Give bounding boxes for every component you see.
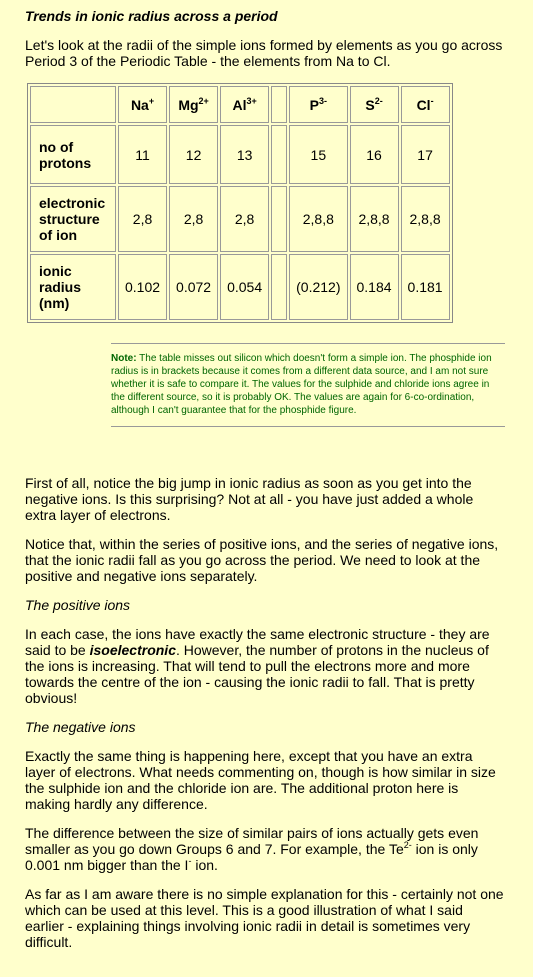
table-cell: 13: [220, 125, 269, 184]
paragraph: First of all, notice the big jump in ionic radius as soon as you get into the negative ions. Is this surprising? Not at all - you have just added a whole extra layer of electrons.: [25, 475, 474, 523]
note-label: Note:: [111, 353, 137, 364]
table-cell: 0.054: [220, 254, 269, 320]
ion-header: Na+: [118, 86, 167, 123]
paragraph: In each case, the ions have exactly the same electronic structure - they are said to be isoelectronic. However, the number of protons in the nucleus of the ions is increasing. That will tend to pull the electrons more and more towards the centre of the ion - causing the ionic radii to fall. That is pretty obvious!: [25, 626, 490, 706]
table-cell: 0.102: [118, 254, 167, 320]
note-box: [111, 343, 505, 427]
table-cell: 2,8,8: [289, 186, 347, 252]
table-cell: 2,8: [118, 186, 167, 252]
page-title: Trends in ionic radius across a period: [25, 8, 278, 24]
gap-cell: [271, 186, 287, 252]
paragraph: Exactly the same thing is happening here, except that you have an extra layer of electrons. What needs commenting on, though is how similar in size the sulphide ion and the chloride ion are. The additional proton here is making hardly any difference.: [25, 748, 496, 812]
gap-cell: [271, 254, 287, 320]
term-isoelectronic: isoelectronic: [89, 642, 176, 658]
table-cell: 2,8,8: [350, 186, 399, 252]
gap-cell: [271, 125, 287, 184]
gap-cell: [271, 86, 287, 123]
paragraph: As far as I am aware there is no simple explanation for this - certainly not one which can be used at this level. This is a good illustration of what I said earlier - explaining things involving ionic radii in detail is sometimes very difficult.: [25, 886, 504, 950]
body-text: [25, 475, 505, 950]
table-cell: 12: [169, 125, 218, 184]
ion-header: $Al^{3+}$: [220, 86, 269, 123]
ionic-radius-table: [27, 83, 453, 323]
table-cell: 17: [401, 125, 450, 184]
subheading-negative: The negative ions: [25, 719, 136, 735]
table-row: [30, 125, 450, 184]
table-header-row: [30, 86, 450, 123]
table-cell: 15: [289, 125, 347, 184]
row-label: no of protons: [30, 125, 116, 184]
table-cell: 0.184: [350, 254, 399, 320]
table-row: [30, 186, 450, 252]
table-row: [30, 254, 450, 320]
ion-header: $P^{3-}$: [289, 86, 347, 123]
row-label: electronic structure of ion: [30, 186, 116, 252]
row-label: ionic radius (nm): [30, 254, 116, 320]
table-cell: 16: [350, 125, 399, 184]
table-cell: (0.212): [289, 254, 347, 320]
ion-header: Cl-: [401, 86, 450, 123]
note-text: Note: The table misses out silicon which doesn't form a simple ion. The phosphide ion radius is in brackets because it comes from a different data source, and I am not sure whether it is safe to compare it. The values for the sulphide and chloride ions agree in the different source, so it is probably OK. The values are again for 6-co-ordination, although I can't guarantee that for the phosphide figure.: [111, 353, 492, 416]
table-cell: 2,8: [220, 186, 269, 252]
ion-header: $S^{2-}$: [350, 86, 399, 123]
table-cell: 0.181: [401, 254, 450, 320]
paragraph: The difference between the size of similar pairs of ions actually gets even smaller as you go down Groups 6 and 7. For example, the $Te^{2-}$ ion is only 0.001 nm bigger than the I- ion.: [25, 825, 479, 873]
table-cell: 11: [118, 125, 167, 184]
ion-header: $Mg^{2+}$: [169, 86, 218, 123]
table-cell: 0.072: [169, 254, 218, 320]
table-cell: 2,8,8: [401, 186, 450, 252]
subheading-positive: The positive ions: [25, 597, 131, 613]
table-corner-cell: [30, 86, 116, 123]
table-cell: 2,8: [169, 186, 218, 252]
paragraph: Notice that, within the series of positive ions, and the series of negative ions, that the ionic radii fall as you go across the period. We need to look at the positive and negative ions separately.: [25, 536, 499, 584]
intro-paragraph: Let's look at the radii of the simple ions formed by elements as you go across Period 3 of the Periodic Table - the elements from Na to Cl.: [25, 37, 503, 69]
